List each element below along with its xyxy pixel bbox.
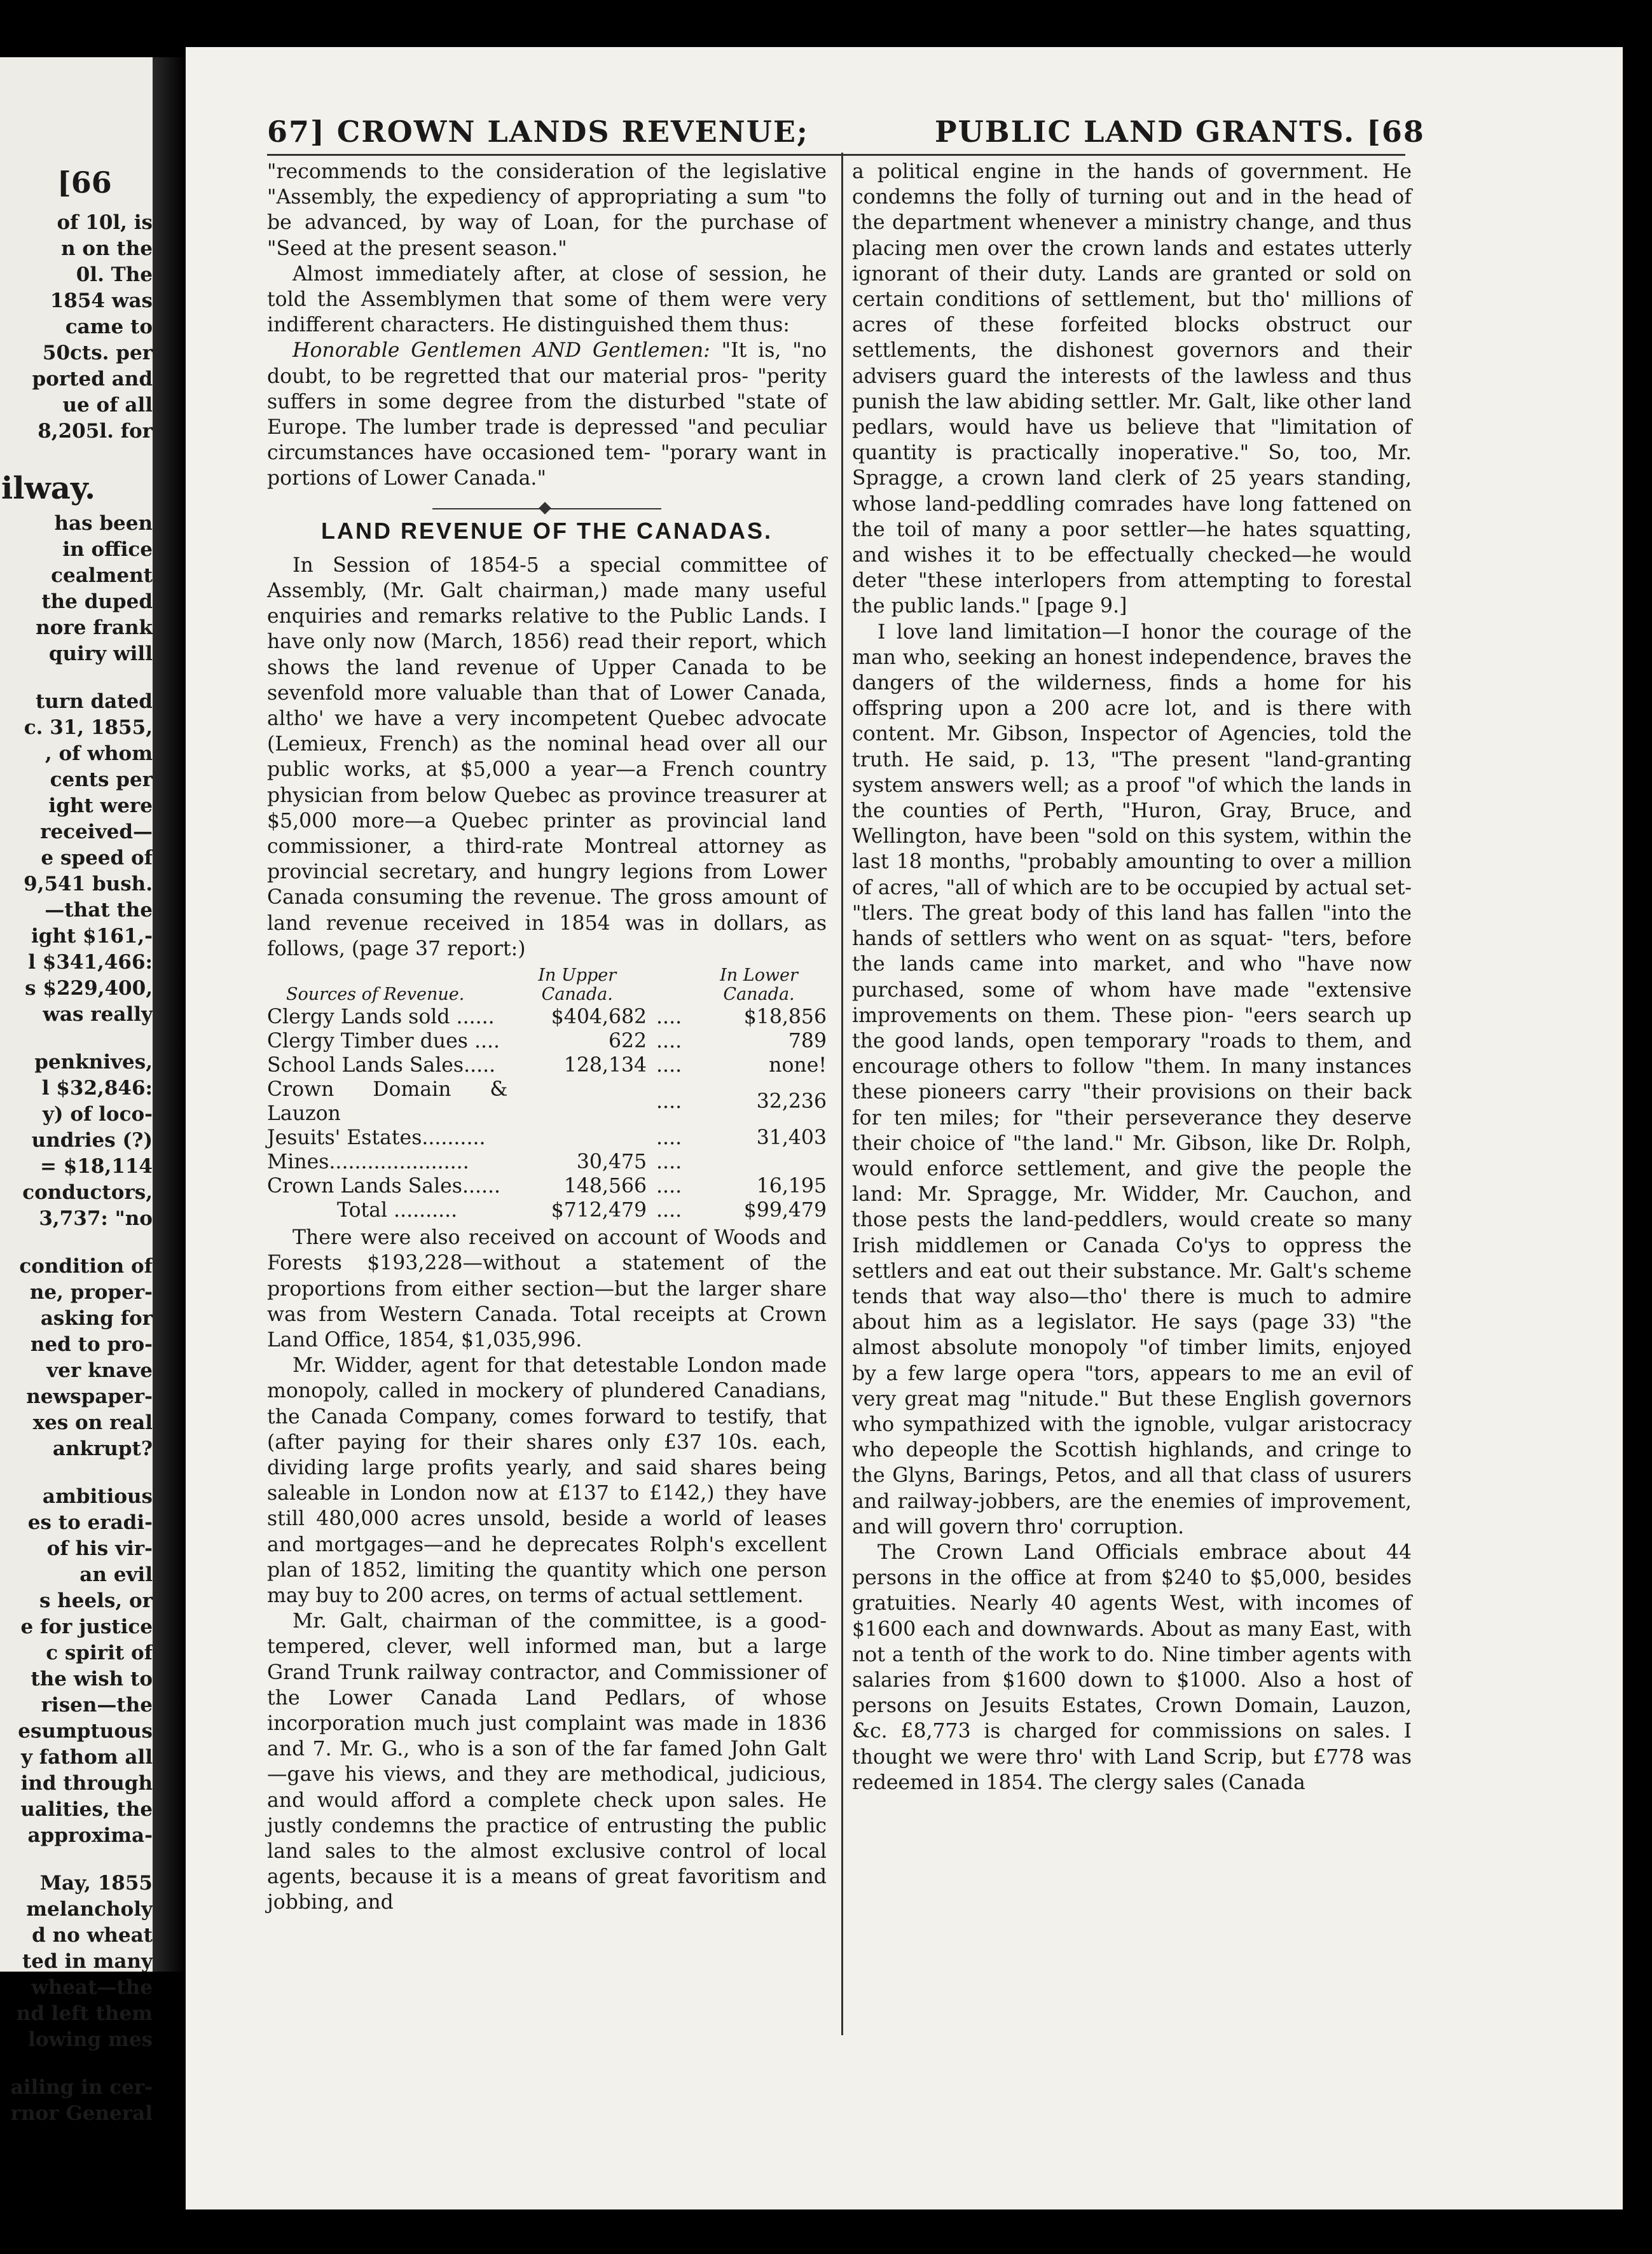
text-line: xes on real [32, 1411, 153, 1434]
paragraph: Mr. Galt, chairman of the committee, is a good-tempered, clever, well informed man, but a large Grand Trunk railway contractor, and Commissioner of the Lower Canada Land Pedlars, of whose incorporation much just complaint was made in 1836 and 7. Mr. G., who is a son of the far famed John Galt—gave his views, and they are methodical, judicious, and would afford a complete check upon sales. He justly condemns the practice of entrusting the public land sales to the almost exclusive control of local agents, because it is a means of great favoritism and jobbing, and [267, 1610, 827, 1914]
text-line: nore frank [36, 616, 153, 639]
left-page-text [1, 210, 153, 2127]
table-cell-dots: .... [656, 1090, 682, 1114]
text-line: ind through [20, 1772, 153, 1795]
paragraph: There were also received on account of Woods and Forests $193,228—without a statement of the proportions from either section—but the larger share was from Western Canada. Total receipts at Crown Land Office, 1854, $1,035,996. [267, 1226, 827, 1352]
text-line: 9,541 bush. [24, 873, 153, 895]
line-gap [1, 667, 153, 689]
text-line: ilway. [1, 471, 95, 506]
paragraph: The Crown Land Officials embrace about 44 persons in the office at from $240 to $5,000, besides gratuities. Nearly 40 agents West, with incomes of $1600 each and downwards. About as many East, with not a tenth of the work to do. Nine timber agents with salaries from $1600 down to $1000. Also a host of persons on Jesuits Estates, Crown Domain, Lauzon, &c. £8,773 is charged for commissions on sales. I thought we were thro' with Land Scrip, but £778 was redeemed in 1854. The clergy sales (Canada [852, 1540, 1412, 1794]
text-line: quiry will [48, 642, 153, 665]
adjacent-page-fragment [0, 57, 153, 2125]
table-cell-upper [507, 1126, 647, 1150]
book-gutter [153, 57, 186, 1972]
table-row [267, 1077, 827, 1126]
table-row [267, 1029, 827, 1053]
left-column [267, 159, 827, 1916]
text-line: 8,205l. for [38, 420, 153, 443]
section-heading: LAND REVENUE OF THE CANADAS. [320, 517, 773, 544]
table-cell-upper: 622 [608, 1030, 647, 1053]
table-cell-lower: $18,856 [743, 1006, 827, 1029]
text-line: undries (?) [31, 1129, 153, 1152]
text-line: an evil [79, 1563, 153, 1586]
text-line: newspaper- [26, 1385, 153, 1408]
column-header-lower: In Lower Canada. [720, 965, 798, 1005]
paragraph: Mr. Widder, agent for that detestable London made monopoly, called in mockery of plundered Canadians, the Canada Company, comes forward to testify, that (after paying for their shares only £37 10s. each, dividing large profits yearly, and said shares being saleable in London now at £137 to £142,) they have still 480,000 acres unsold, beside a world of leases and mortgages—and he deprecates Rolph's excellent plan of 1852, limiting the quantity which one person may buy to 200 acres, on terms of actual settlement. [267, 1354, 827, 1607]
table-cell-label: Jesuits' Estates.......... [267, 1126, 486, 1150]
table-cell-dots: .... [656, 1199, 682, 1222]
text-line: ight were [48, 794, 153, 817]
line-gap [1, 2053, 153, 2075]
text-line: y fathom all [21, 1746, 153, 1769]
table-cell-dots: .... [656, 1030, 682, 1053]
text-line: of his vir- [46, 1537, 153, 1560]
text-line: rnor General [10, 2102, 153, 2125]
text-line: lowing mes [28, 2028, 153, 2051]
table-cell-upper: 148,566 [563, 1175, 647, 1198]
text-line: ambitious [42, 1485, 153, 1508]
text-line: wheat—the [31, 1976, 153, 1999]
table-cell-dots: .... [656, 1006, 682, 1029]
text-line: nd left them [16, 2002, 153, 2025]
text-line: 0l. The [76, 263, 153, 286]
paragraph: a political engine in the hands of government. He condemns the folly of turning out and in the head of the department whenever a ministry change, and thus placing men over the crown lands and estates utterly ignorant of their duty. Lands are granted or sold on certain conditions of settlement, but tho' millions of acres of these forfeited blocks obstruct our settlements, the dishonest governors and their advisers guard the interests of the lawless and thus punish the law abiding settler. Mr. Galt, like other land pedlars, would have us believe that "limitation of quantity is practically inoperative." So, too, Mr. Spragge, a crown land clerk of 25 years standing, whose land-peddling comrades have long fattened on the toil of many a poor settler—he hates squatting, and wishes it to be effectually checked—he would deter "these interlopers from attempting to forestal the public lands." [page 9.] [852, 160, 1412, 618]
table-cell-upper [507, 1077, 647, 1126]
text-line: c spirit of [46, 1642, 153, 1664]
table-cell-upper: 30,475 [576, 1151, 647, 1174]
text-line: e speed of [41, 847, 153, 869]
text-line: ne, proper- [29, 1281, 153, 1304]
table-cell-label: Clergy Lands sold ...... [267, 1006, 495, 1029]
text-line: 50cts. per [42, 342, 153, 364]
paragraph: In Session of 1854-5 a special committee of Assembly, (Mr. Galt chairman,) made many useful enquiries and remarks relative to the Public Lands. I have only now (March, 1856) read their report, which shows the land revenue of Upper Canada to be sevenfold more valuable than that of Lower Canada, altho' we have a very incompetent Quebec advocate (Lemieux, French) as the nominal head over all our public works, at $5,000 a year—a French country physician from below Quebec as province treasurer at $5,000 more—a Quebec printer as provincial land commissioner, a third-rate Montreal attorney as provincial secretary, and hungry legions from Lower Canada consuming the revenue. The gross amount of land revenue received in 1854 was in dollars, as follows, (page 37 report:) [267, 553, 827, 960]
table-cell-upper: $404,682 [551, 1006, 647, 1029]
table-cell-label: Crown Domain & Lauzon [267, 1078, 508, 1126]
text-line: s $229,400, [25, 977, 153, 1000]
text-line: y) of loco- [42, 1103, 153, 1126]
table-cell-dots: .... [656, 1151, 682, 1174]
line-gap [1, 1462, 153, 1484]
table-cell-lower: 31,403 [756, 1126, 827, 1150]
text-line: 1854 was [50, 289, 153, 312]
text-line: penknives, [34, 1051, 153, 1074]
text-line: melancholy [26, 1898, 153, 1921]
text-line: cents per [50, 768, 153, 791]
quote-lead: Honorable Gentlemen AND Gentlemen: [293, 339, 710, 363]
text-line: ight $161,- [31, 925, 153, 948]
text-line: n on the [61, 237, 153, 260]
text-line: e for justice [20, 1615, 153, 1638]
text-line: conductors, [22, 1181, 153, 1204]
text-line: received— [40, 820, 153, 843]
text-line: ned to pro- [30, 1333, 153, 1356]
table-cell-lower: 789 [788, 1030, 827, 1053]
table-cell-dots: .... [656, 1126, 682, 1150]
text-line: approxima- [27, 1824, 153, 1847]
text-line: asking for [40, 1307, 153, 1330]
page-header-left: 67] CROWN LANDS REVENUE; [267, 114, 809, 149]
text-line: cealment [51, 564, 153, 587]
table-cell-label: Total .......... [337, 1199, 458, 1222]
text-line: the wish to [31, 1668, 153, 1690]
text-line: ualities, the [20, 1798, 153, 1821]
table-row [267, 1053, 827, 1077]
text-line: = $18,114 [40, 1155, 153, 1178]
column-divider [841, 153, 843, 2035]
table-cell-label: Crown Lands Sales...... [267, 1175, 501, 1198]
table-cell-upper: 128,134 [563, 1054, 647, 1077]
header-rule [267, 154, 1405, 156]
paragraph: "recommends to the consideration of the legislative "Assembly, the expediency of appropriating a sum "to be advanced, by way of Loan, for the purchase of "Seed at the present season." [267, 160, 827, 260]
text-line: ted in many [22, 1950, 153, 1973]
text-line: ported and [32, 368, 153, 391]
table-cell-lower [691, 1150, 827, 1174]
text-line: d no wheat [32, 1924, 153, 1947]
text-line: —that the [45, 899, 153, 922]
table-cell-label: Clergy Timber dues .... [267, 1030, 500, 1053]
line-gap [1, 1849, 153, 1870]
page-header-right: PUBLIC LAND GRANTS. [68 [935, 114, 1425, 149]
table-row [267, 1150, 827, 1174]
line-gap [1, 1232, 153, 1254]
line-gap [1, 1028, 153, 1049]
paragraph [267, 338, 827, 491]
text-line: c. 31, 1855, [24, 716, 153, 739]
line-gap [1, 445, 153, 466]
paragraph: Almost immediately after, at close of session, he told the Assemblymen that some of them were very indifferent characters. He distinguished them thus: [267, 262, 827, 337]
table-cell-upper: $712,479 [551, 1199, 647, 1222]
text-line: ankrupt? [52, 1437, 153, 1460]
left-page-header: [66 [57, 165, 112, 200]
text-line: esumptuous [18, 1720, 153, 1743]
column-header-source: Sources of Revenue. [286, 985, 465, 1005]
text-line: turn dated [35, 690, 153, 713]
text-line: of 10l, is [57, 211, 153, 234]
revenue-table [267, 965, 827, 1222]
table-cell-dots: .... [656, 1054, 682, 1077]
table-row [267, 1005, 827, 1029]
table-cell-label: Mines...................... [267, 1151, 469, 1174]
table-cell-lower: none! [769, 1054, 827, 1077]
paragraph: I love land limitation—I honor the courage of the man who, seeking an honest independence, braves the dangers of the wilderness, finds a home for his offspring upon a 200 acre lot, and is there with content. Mr. Gibson, Inspector of Agencies, told the truth. He said, p. 13, "The present "land-granting system answers well; as a proof "of which the lands in the counties of Perth, "Huron, Gray, Bruce, and Wellington, have been "sold on this system, within the last 18 months, "probably amounting to over a million of acres, "all of which are to be occupied by actual set- "tlers. The great body of this land has fallen "into the hands of settlers who went on as squat- "ters, before the lands came into market, and who "have now purchased, some of whom have made "extensive improvements on them. These pion- "eers search up the good lands, open temporary "roads to them, and encourage others to follow "them. In many instances these pioneers carry "their provisions on their back for ten miles; for "their perseverance they deserve their choice of "the land." Mr. Gibson, like Dr. Rolph, would enforce settlement, and give the people the land: Mr. Spragge, Mr. Widder, Mr. Cauchon, and those pests the land-peddlers, would create so many Irish middlemen or Canada Co'ys to oppress the settlers and eat out their substance. Mr. Galt's scheme tends that way also—tho' there is much to admire about him as a legislator. He says (page 33) "the almost absolute monopoly "of timber limits, enjoyed by a few large opera "tors, appears to me an evil of very great mag "nitude." But these English governors who sympathized with the ignoble, vulgar aristocracy who depeople the Scottish highlands, and cringe to the Glyns, Barings, Petos, and all that class of usurers and railway-jobbers, are the enemies of improvement, and will govern thro' corruption. [852, 620, 1412, 1538]
section-divider [432, 508, 661, 509]
text-line: in office [62, 538, 153, 561]
text-line: l $341,466: [28, 951, 153, 974]
text-line: has been [54, 512, 153, 535]
text-line: the duped [41, 590, 153, 613]
table-cell-dots: .... [656, 1175, 682, 1198]
text-line: condition of [19, 1255, 153, 1278]
text-line: ue of all [62, 394, 153, 417]
table-cell-label: School Lands Sales..... [267, 1054, 496, 1077]
text-line: ver knave [46, 1359, 153, 1382]
right-column [852, 159, 1412, 1795]
table-row [267, 1126, 827, 1150]
text-line: was really [43, 1003, 153, 1026]
text-line: 3,737: "no [39, 1207, 153, 1230]
table-cell-lower: $99,479 [743, 1199, 827, 1222]
text-line: May, 1855 [39, 1872, 153, 1895]
table-total-row [267, 1198, 827, 1222]
text-line: came to [65, 315, 153, 338]
text-line: risen—the [41, 1694, 153, 1717]
table-row [267, 1174, 827, 1198]
text-line: s heels, or [39, 1589, 153, 1612]
column-header-upper: In Upper Canada. [538, 965, 617, 1005]
table-cell-lower: 32,236 [756, 1090, 827, 1114]
text-line: l $32,846: [41, 1077, 153, 1100]
table-cell-lower: 16,195 [756, 1175, 827, 1198]
quote-text: "It is, "no doubt, to be regretted that our material pros- "perity suffers in some degree from the disturbed "state of Europe. The lumber trade is depressed "and peculiar circumstances have occasioned tem- "porary want in portions of Lower Canada." [267, 339, 827, 490]
text-line: ailing in cer- [10, 2076, 153, 2099]
text-line: es to eradi- [27, 1511, 153, 1534]
text-line: , of whom [45, 742, 153, 765]
